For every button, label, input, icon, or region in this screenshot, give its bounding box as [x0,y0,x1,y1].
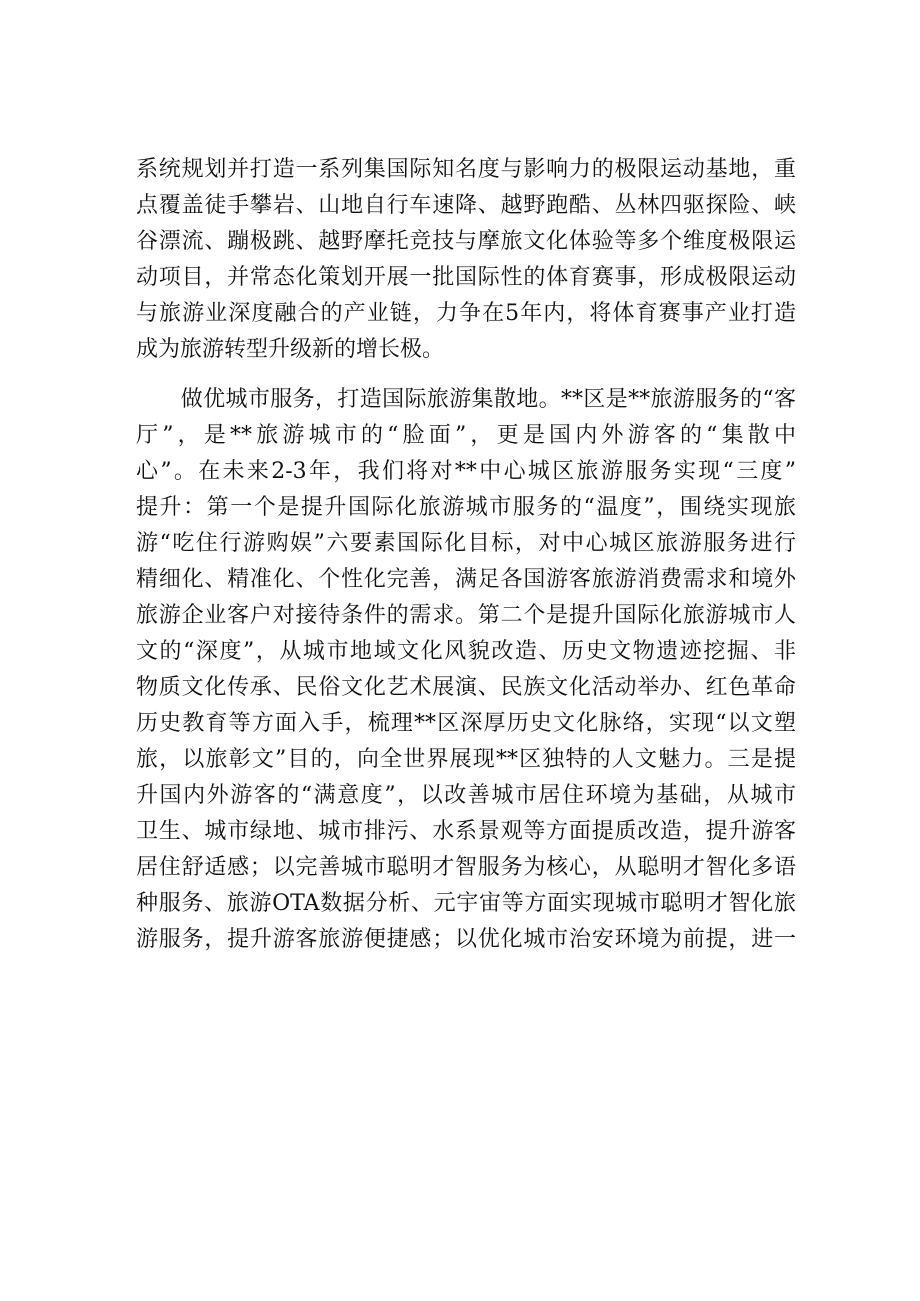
paragraph-2-line-10: 历史教育等方面入手，梳理**区深厚历史文化脉络，实现“以文塑 [136,711,796,736]
paragraph-1-line-3: 谷漂流、蹦极跳、越野摩托竞技与摩旅文化体验等多个维度极限运 [136,229,796,254]
paragraph-2-line-2: 厅”，是**旅游城市的“脸面”，更是国内外游客的“集散中 [136,423,796,448]
paragraph-2-line-15: 种服务、旅游OTA数据分析、元宇宙等方面实现城市聪明才智化旅 [136,891,796,916]
paragraph-1-line-4: 动项目，并常态化策划开展一批国际性的体育赛事，形成极限运动 [136,265,796,290]
paragraph-2-line-9: 物质文化传承、民俗文化艺术展演、民族文化活动举办、红色革命 [136,675,796,700]
paragraph-2-line-13: 卫生、城市绿地、城市排污、水系景观等方面提质改造，提升游客 [136,819,796,844]
paragraph-1-line-5: 与旅游业深度融合的产业链，力争在5年内，将体育赛事产业打造 [136,301,796,326]
paragraph-2-line-4: 提升：第一个是提升国际化旅游城市服务的“温度”，围绕实现旅 [136,495,796,520]
paragraph-1-line-2: 点覆盖徒手攀岩、山地自行车速降、越野跑酷、丛林四驱探险、峡 [136,193,796,218]
paragraph-2-line-7: 旅游企业客户对接待条件的需求。第二个是提升国际化旅游城市人 [136,603,796,628]
paragraph-2-line-12: 升国内外游客的“满意度”，以改善城市居住环境为基础，从城市 [136,783,796,808]
paragraph-2-line-1: 做优城市服务，打造国际旅游集散地。**区是**旅游服务的“客 [136,387,796,412]
paragraph-2-line-8: 文的“深度”，从城市地域文化风貌改造、历史文物遗迹挖掘、非 [136,639,796,664]
paragraph-2-line-6: 精细化、精准化、个性化完善，满足各国游客旅游消费需求和境外 [136,567,796,592]
paragraph-2-line-5: 游“吃住行游购娱”六要素国际化目标，对中心城区旅游服务进行 [136,531,796,556]
paragraph-2-line-3: 心”。在未来2-3年，我们将对**中心城区旅游服务实现“三度” [136,459,796,484]
paragraph-1-line-6: 成为旅游转型升级新的增长极。 [136,337,445,362]
paragraph-1-line-1: 系统规划并打造一系列集国际知名度与影响力的极限运动基地，重 [136,157,796,182]
paragraph-2-line-11: 旅，以旅彰文”目的，向全世界展现**区独特的人文魅力。三是提 [136,747,796,772]
paragraph-2-line-14: 居住舒适感；以完善城市聪明才智服务为核心，从聪明才智化多语 [136,855,796,880]
paragraph-2-line-16: 游服务，提升游客旅游便捷感；以优化城市治安环境为前提，进一 [136,927,796,952]
